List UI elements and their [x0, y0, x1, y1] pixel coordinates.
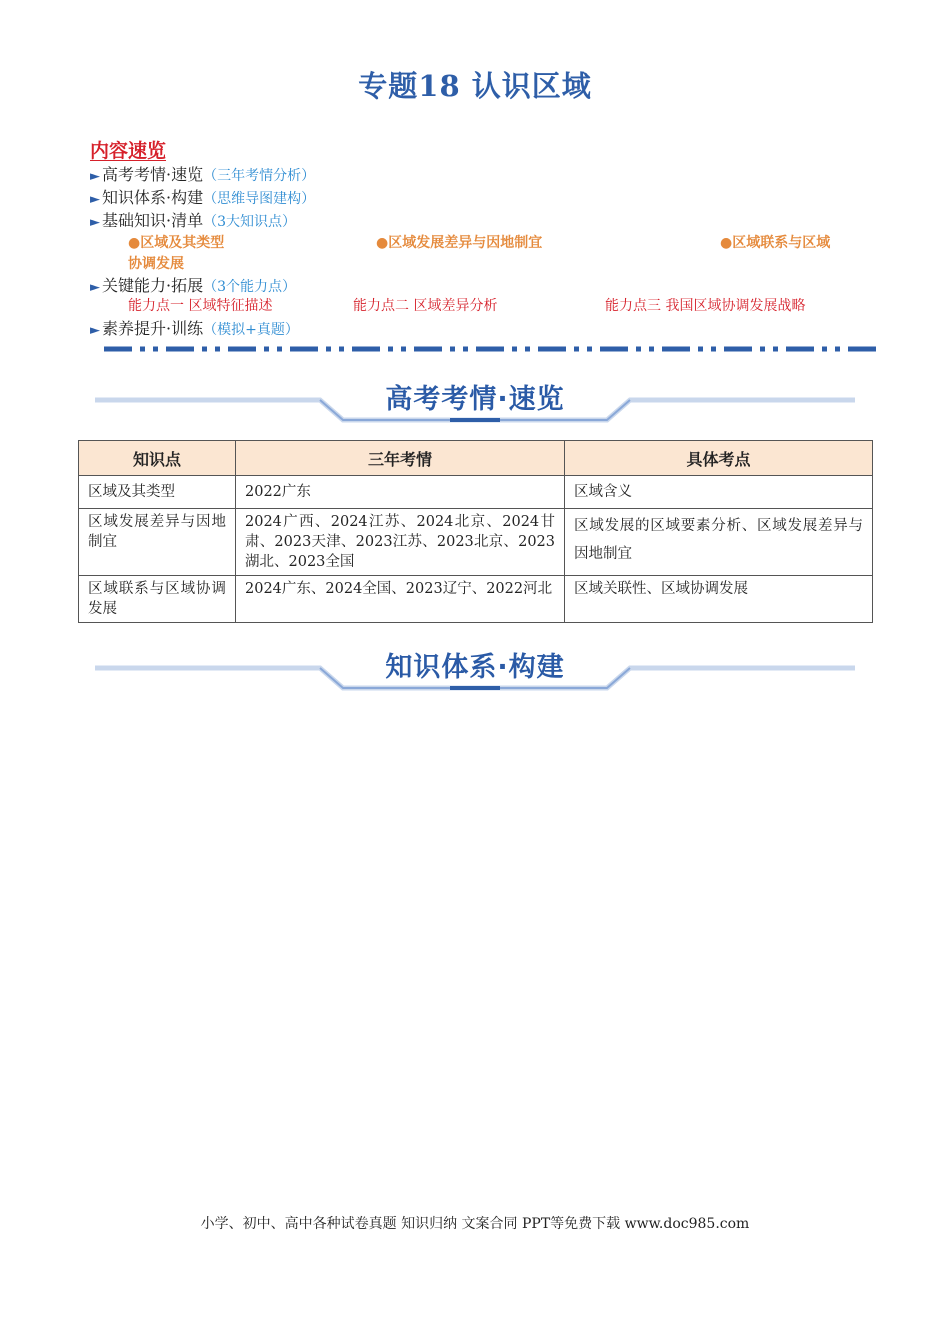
overview-item-note: （思维导图建构） — [203, 191, 316, 207]
exam-trends-table — [78, 440, 873, 623]
ability-point-3[interactable]: 能力点三 我国区域协调发展战略 — [605, 298, 806, 314]
overview-item-label: 知识体系·构建 — [102, 188, 204, 207]
overview-item-label: 高考考情·速览 — [102, 165, 204, 184]
table-cell: 区域含义 — [565, 476, 873, 509]
overview-item-note: （3大知识点） — [203, 214, 297, 230]
triangle-bullet-icon: ► — [90, 215, 100, 230]
page-footer: 小学、初中、高中各种试卷真题 知识归纳 文案合同 PPT等免费下载 www.doc985.com — [200, 1216, 750, 1232]
overview-item-key-abilities[interactable] — [90, 273, 296, 296]
overview-heading: 内容速览 — [90, 140, 167, 162]
triangle-bullet-icon: ► — [90, 169, 100, 184]
overview-item-knowledge-system[interactable] — [90, 185, 315, 208]
page-title: 专题18 认识区域 — [358, 69, 592, 103]
table-row — [79, 576, 873, 623]
ability-point-2[interactable]: 能力点二 区域差异分析 — [353, 298, 498, 314]
overview-item-exam-trends[interactable] — [90, 162, 315, 185]
overview-item-note: （模拟+真题） — [203, 322, 299, 338]
table-cell: 2024广西、2024江苏、2024北京、2024甘肃、2023天津、2023江苏、2023北京、2023湖北、2023全国 — [236, 509, 565, 576]
overview-item-practice[interactable] — [90, 316, 299, 339]
knowledge-point-3-continued[interactable]: 协调发展 — [128, 256, 184, 272]
section-banner-knowledge-system: 知识体系·构建 — [385, 652, 565, 683]
knowledge-point-3[interactable]: ●区域联系与区域 — [720, 235, 831, 251]
table-cell: 区域发展的区域要素分析、区域发展差异与因地制宜 — [565, 509, 873, 576]
column-header: 具体考点 — [565, 441, 873, 476]
overview-item-basic-knowledge[interactable] — [90, 208, 296, 231]
knowledge-point-1[interactable]: ●区域及其类型 — [128, 235, 225, 251]
overview-item-label: 基础知识·清单 — [102, 211, 204, 230]
triangle-bullet-icon: ► — [90, 192, 100, 207]
triangle-bullet-icon: ► — [90, 280, 100, 295]
overview-item-label: 素养提升·训练 — [102, 319, 204, 338]
ability-point-1[interactable]: 能力点一 区域特征描述 — [128, 298, 273, 314]
table-row — [79, 509, 873, 576]
table-cell: 区域联系与区域协调发展 — [79, 576, 236, 623]
knowledge-point-2[interactable]: ●区域发展差异与因地制宜 — [376, 235, 543, 251]
overview-item-label: 关键能力·拓展 — [102, 276, 204, 295]
table-cell: 2022广东 — [236, 476, 565, 509]
table-cell: 区域关联性、区域协调发展 — [565, 576, 873, 623]
overview-item-note: （三年考情分析） — [203, 168, 316, 184]
table-row — [79, 476, 873, 509]
dashed-divider — [104, 346, 882, 352]
triangle-bullet-icon: ► — [90, 323, 100, 338]
table-header-row — [79, 441, 873, 476]
table-cell: 区域及其类型 — [79, 476, 236, 509]
column-header: 知识点 — [79, 441, 236, 476]
section-banner-exam-trends: 高考考情·速览 — [385, 384, 565, 415]
table-cell: 区域发展差异与因地制宜 — [79, 509, 236, 576]
overview-item-note: （3个能力点） — [203, 279, 297, 295]
table-cell: 2024广东、2024全国、2023辽宁、2022河北 — [236, 576, 565, 623]
column-header: 三年考情 — [236, 441, 565, 476]
